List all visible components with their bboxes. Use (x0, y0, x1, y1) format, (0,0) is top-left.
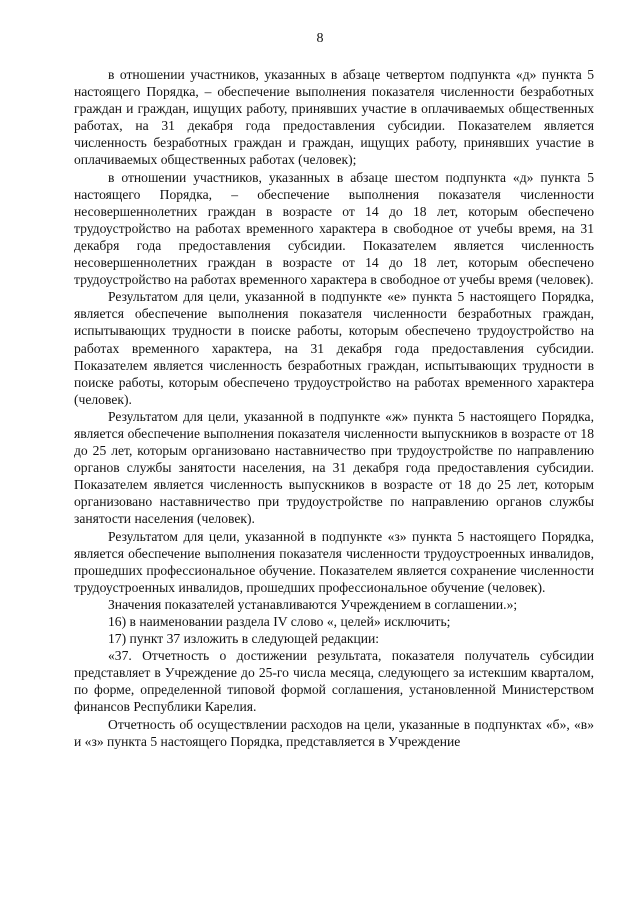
paragraph: Значения показателей устанавливаются Учреждением в соглашении.»; (108, 596, 518, 612)
paragraph: Отчетность об осуществлении расходов на цели, указанные в подпунктах «б», «в» и «з» пункта 5 настоящего Порядка, представляется в Учреждение (74, 716, 594, 749)
paragraph: в отношении участников, указанных в абзаце четвертом подпункта «д» пункта 5 настоящего Порядка, – обеспечение выполнения показателя численности безработных граждан и граждан, ищущих работу, принявших участие в оплачиваемых общественных работах, на 31 декабря года предоставления субсидии. Показателем является численность безработных граждан и граждан, ищущих работу, принявших участие в оплачиваемых общественных работах (человек); (74, 67, 594, 168)
paragraph: Результатом для цели, указанной в подпункте «е» пункта 5 настоящего Порядка, является обеспечение выполнения показателя численности безработных граждан, испытывающих трудности в поиске работы, которым обеспечено трудоустройство на работах временного характера, на 31 декабря года предоставления субсидии. Показателем является численность безработных граждан, испытывающих трудности в поиске работы, которым обеспечено трудоустройство на работах временного характера (человек). (74, 289, 594, 407)
document-body (74, 66, 594, 750)
paragraph: в отношении участников, указанных в абзаце шестом подпункта «д» пункта 5 настоящего Порядка, – обеспечение выполнения показателя численности несовершеннолетних граждан в возрасте от 14 до 18 лет, которым обеспечено трудоустройство на работах временного характера в свободное от учебы время, на 31 декабря года предоставления субсидии. Показателем является численность несовершеннолетних граждан в возрасте от 14 до 18 лет, которым обеспечено трудоустройство на работах временного характера в свободное от учебы время (человек). (74, 169, 594, 288)
paragraph: 17) пункт 37 изложить в следующей редакции: (108, 631, 380, 647)
page-number: 8 (316, 31, 324, 46)
paragraph: Результатом для цели, указанной в подпункте «ж» пункта 5 настоящего Порядка, является обеспечение выполнения показателя численности выпускников в возрасте от 18 до 25 лет, которым организовано наставничество при трудоустройстве по направлению органов службы занятости населения, на 31 декабря года предоставления субсидии. Показателем является численность выпускников в возрасте от 18 до 25 лет, которым организовано наставничество при трудоустройстве по направлению органов службы занятости населения (человек). (74, 408, 594, 527)
paragraph: «37. Отчетность о достижении результата, показателя получатель субсидии представляет в Учреждение до 25-го числа месяца, следующего за истекшим кварталом, по форме, определенной типовой формой соглашения, установленной Министерством финансов Республики Карелия. (74, 648, 594, 715)
paragraph: 16) в наименовании раздела IV слово «, целей» исключить; (108, 614, 451, 629)
paragraph: Результатом для цели, указанной в подпункте «з» пункта 5 настоящего Порядка, является обеспечение выполнения показателя численности трудоустроенных инвалидов, прошедших профессиональное обучение. Показателем является сохранение численности трудоустроенных инвалидов, прошедших профессиональное обучение (человек). (74, 528, 594, 595)
